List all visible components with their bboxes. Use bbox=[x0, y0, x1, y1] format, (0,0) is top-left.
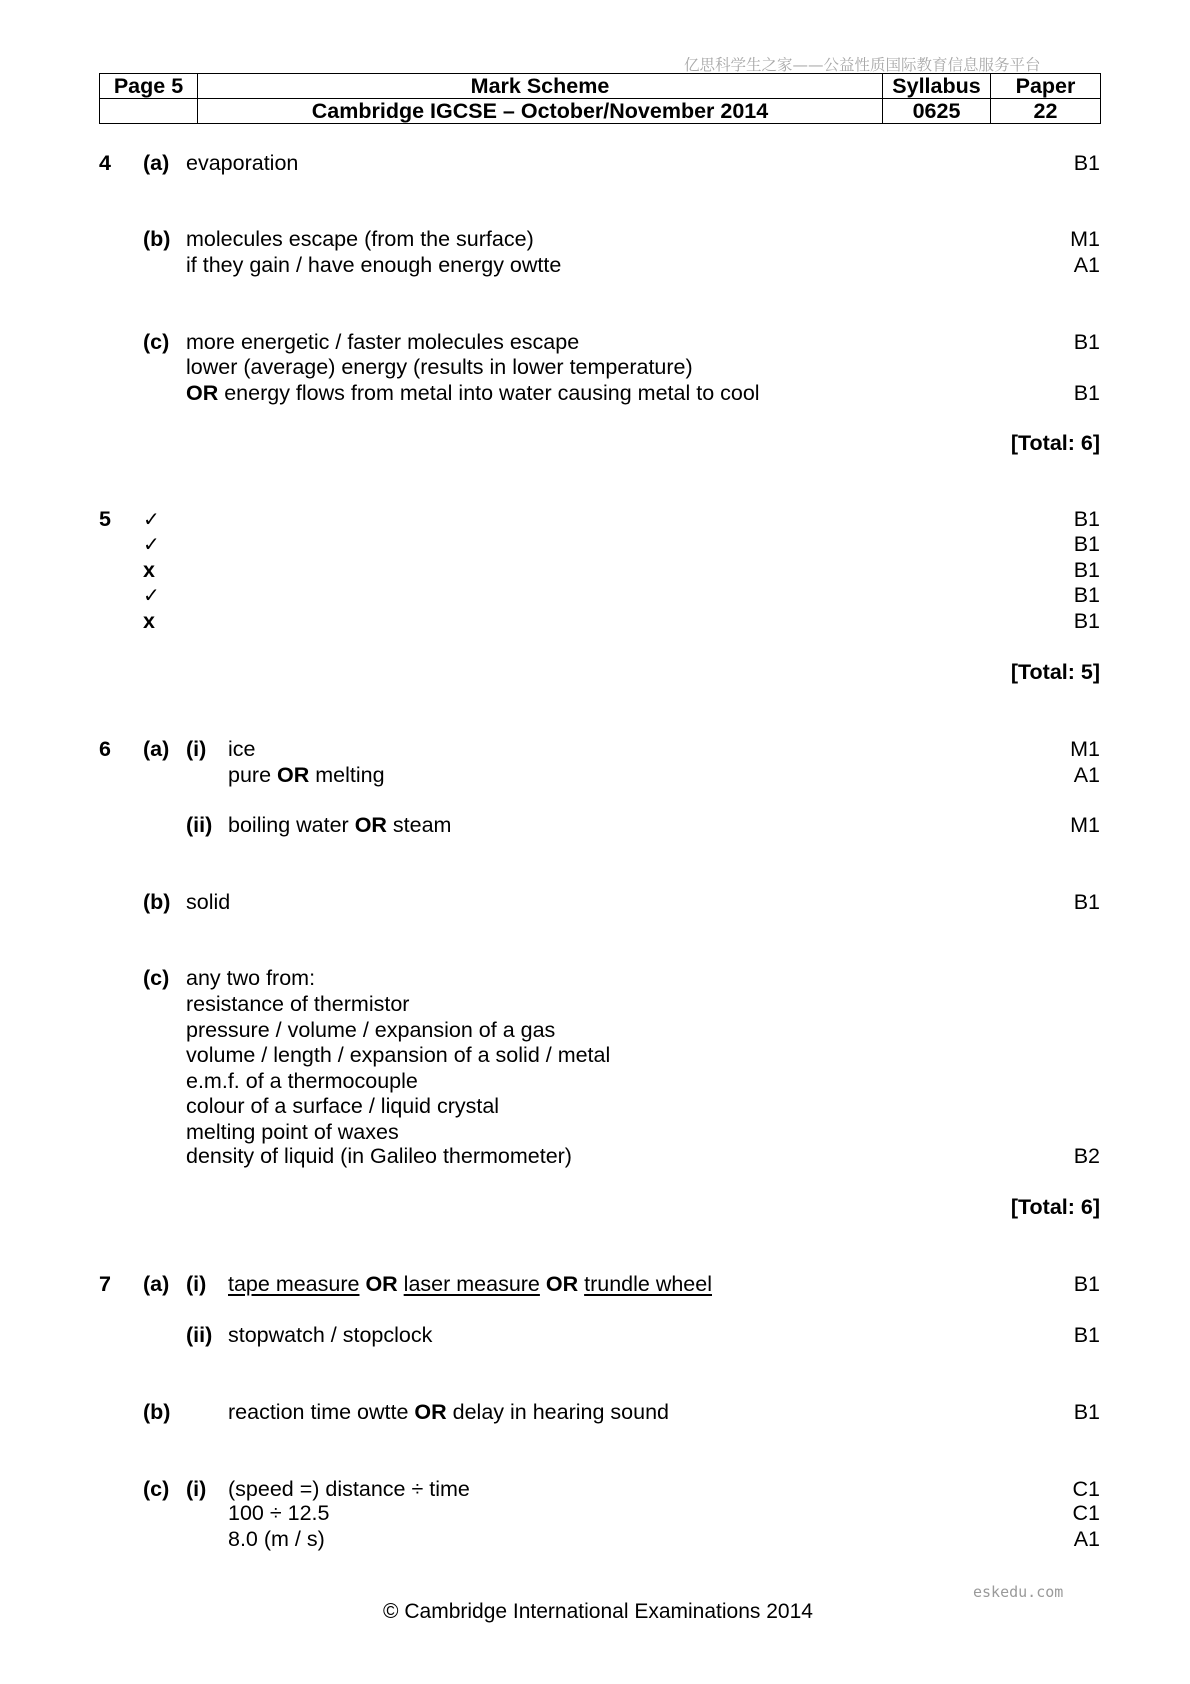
answer-line bbox=[228, 812, 451, 838]
document-subtitle: Cambridge IGCSE – October/November 2014 bbox=[198, 99, 883, 124]
document-title: Mark Scheme bbox=[198, 74, 883, 99]
answer-line: density of liquid (in Galileo thermometer) bbox=[186, 1144, 572, 1168]
part-label: (a) bbox=[143, 1272, 170, 1296]
subpart-label: (i) bbox=[186, 737, 207, 761]
mark: B1 bbox=[1073, 381, 1100, 405]
answer-text: boiling water bbox=[228, 813, 355, 837]
question-number: 5 bbox=[99, 507, 111, 531]
total-marks: [Total: 5] bbox=[1010, 660, 1100, 684]
answer-line: resistance of thermistor bbox=[186, 992, 410, 1016]
total-marks: [Total: 6] bbox=[1010, 1195, 1100, 1219]
mark: B1 bbox=[1073, 1400, 1100, 1424]
mark: M1 bbox=[1070, 813, 1100, 837]
watermark-text: 亿思科学生之家——公益性质国际教育信息服务平台 bbox=[684, 56, 1041, 74]
mark: A1 bbox=[1073, 763, 1100, 787]
answer-line: 8.0 (m / s) bbox=[228, 1527, 325, 1551]
answer-line: (speed =) distance ÷ time bbox=[228, 1477, 470, 1501]
answer-line: volume / length / expansion of a solid / metal bbox=[186, 1043, 611, 1067]
subpart-label: (i) bbox=[186, 1272, 207, 1296]
mark: M1 bbox=[1070, 227, 1100, 251]
or-keyword: OR bbox=[359, 1272, 404, 1296]
answer-text: tape measure bbox=[228, 1272, 360, 1296]
answer-line: molecules escape (from the surface) bbox=[186, 227, 534, 251]
answer-line: ice bbox=[228, 737, 256, 761]
answer-line bbox=[186, 380, 760, 406]
answer-line: lower (average) energy (results in lower temperature) bbox=[186, 355, 693, 379]
subpart-label: (ii) bbox=[186, 1323, 213, 1347]
answer-line: e.m.f. of a thermocouple bbox=[186, 1069, 418, 1093]
part-label: (a) bbox=[143, 737, 170, 761]
mark: B1 bbox=[1073, 583, 1100, 607]
or-keyword: OR bbox=[414, 1400, 447, 1424]
paper-number: 22 bbox=[991, 99, 1101, 124]
mark: B1 bbox=[1073, 1272, 1100, 1296]
answer-text: trundle wheel bbox=[584, 1272, 712, 1296]
answer-text: pure bbox=[228, 763, 278, 787]
part-label: (c) bbox=[143, 1477, 170, 1501]
page-number: Page 5 bbox=[100, 74, 198, 99]
answer-line bbox=[228, 1399, 669, 1425]
or-keyword: OR bbox=[277, 763, 310, 787]
empty-cell bbox=[100, 99, 198, 124]
mark: B1 bbox=[1073, 151, 1100, 175]
mark: B1 bbox=[1073, 1323, 1100, 1347]
part-label: (c) bbox=[143, 330, 170, 354]
answer-text: melting bbox=[309, 763, 385, 787]
answer-line: melting point of waxes bbox=[186, 1120, 399, 1144]
part-label: (c) bbox=[143, 966, 170, 990]
copyright-notice: © Cambridge International Examinations 2014 bbox=[383, 1600, 813, 1623]
answer-text: reaction time owtte bbox=[228, 1400, 415, 1424]
answer-line: pressure / volume / expansion of a gas bbox=[186, 1018, 556, 1042]
check-icon: ✓ bbox=[143, 507, 160, 531]
mark: A1 bbox=[1073, 253, 1100, 277]
or-keyword: OR bbox=[539, 1272, 585, 1296]
mark: A1 bbox=[1073, 1527, 1100, 1551]
check-icon: ✓ bbox=[143, 532, 160, 556]
subpart-label: (i) bbox=[186, 1477, 207, 1501]
answer-line: evaporation bbox=[186, 151, 299, 175]
cross-icon: x bbox=[143, 558, 155, 582]
answer-text: laser measure bbox=[403, 1272, 540, 1296]
answer-text: energy flows from metal into water causing metal to cool bbox=[218, 381, 760, 405]
or-keyword: OR bbox=[186, 381, 219, 405]
syllabus-label: Syllabus bbox=[883, 74, 991, 99]
answer-line: colour of a surface / liquid crystal bbox=[186, 1094, 500, 1118]
mark: C1 bbox=[1072, 1501, 1100, 1525]
mark: B1 bbox=[1073, 558, 1100, 582]
question-number: 7 bbox=[99, 1272, 111, 1296]
paper-label: Paper bbox=[991, 74, 1101, 99]
mark: C1 bbox=[1072, 1477, 1100, 1501]
answer-text: steam bbox=[386, 813, 452, 837]
answer-line bbox=[228, 1271, 712, 1297]
answer-line: any two from: bbox=[186, 966, 316, 990]
cross-icon: x bbox=[143, 609, 155, 633]
answer-line: 100 ÷ 12.5 bbox=[228, 1501, 330, 1525]
syllabus-code: 0625 bbox=[883, 99, 991, 124]
mark: B1 bbox=[1073, 609, 1100, 633]
answer-text: delay in hearing sound bbox=[446, 1400, 669, 1424]
mark: B1 bbox=[1073, 532, 1100, 556]
part-label: (b) bbox=[143, 1400, 171, 1424]
check-icon: ✓ bbox=[143, 583, 160, 607]
question-number: 4 bbox=[99, 151, 111, 175]
mark: B1 bbox=[1073, 507, 1100, 531]
mark: B1 bbox=[1073, 330, 1100, 354]
answer-line: more energetic / faster molecules escape bbox=[186, 330, 580, 354]
total-marks: [Total: 6] bbox=[1010, 431, 1100, 455]
answer-line: solid bbox=[186, 890, 231, 914]
part-label: (b) bbox=[143, 890, 171, 914]
part-label: (b) bbox=[143, 227, 171, 251]
answer-line: if they gain / have enough energy owtte bbox=[186, 253, 562, 277]
answer-line: stopwatch / stopclock bbox=[228, 1323, 433, 1347]
subpart-label: (ii) bbox=[186, 813, 213, 837]
header-table bbox=[99, 73, 1101, 124]
mark: M1 bbox=[1070, 737, 1100, 761]
question-number: 6 bbox=[99, 737, 111, 761]
mark: B1 bbox=[1073, 890, 1100, 914]
answer-line bbox=[228, 762, 385, 788]
part-label: (a) bbox=[143, 151, 170, 175]
mark: B2 bbox=[1073, 1144, 1100, 1168]
site-watermark: eskedu.com bbox=[973, 1583, 1064, 1601]
or-keyword: OR bbox=[354, 813, 387, 837]
